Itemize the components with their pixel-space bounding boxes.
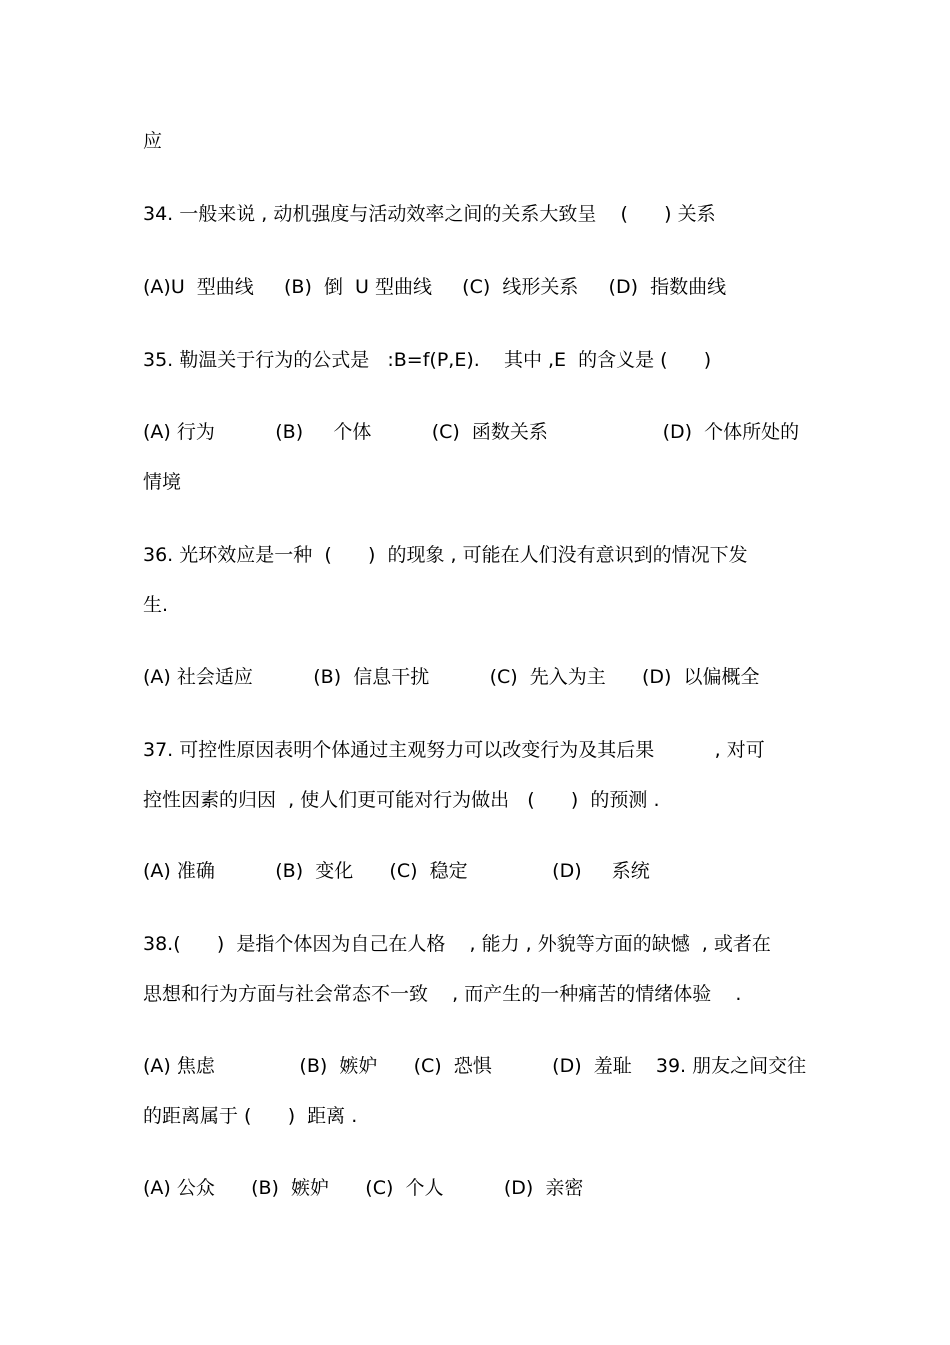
question-37: 37. 可控性原因表明个体通过主观努力可以改变行为及其后果 , 对可 [143,739,765,761]
question-36-continued: 生. [143,594,169,616]
question-38-continued: 思想和行为方面与社会常态不一致 , 而产生的一种痛苦的情绪体验 . [143,983,742,1005]
question-36-options: (A) 社会适应 (B) 信息干扰 (C) 先入为主 (D) 以偏概全 [143,666,760,688]
question-37-continued: 控性因素的归因 , 使人们更可能对行为做出 ( ) 的预测 . [143,789,660,811]
text-line-answer-tail: 应 [143,130,163,152]
question-39-continued: 的距离属于 ( ) 距离 . [143,1105,358,1127]
question-36: 36. 光环效应是一种 ( ) 的现象 , 可能在人们没有意识到的情况下发 [143,544,748,566]
question-39-options: (A) 公众 (B) 嫉妒 (C) 个人 (D) 亲密 [143,1177,584,1199]
question-35: 35. 勒温关于行为的公式是 :B=f(P,E). 其中 ,E 的含义是 ( ) [143,349,712,371]
question-37-options: (A) 准确 (B) 变化 (C) 稳定 (D) 系统 [143,860,650,882]
question-38-options-and-question-39: (A) 焦虑 (B) 嫉妒 (C) 恐惧 (D) 羞耻 39. 朋友之间交往 [143,1055,807,1077]
question-35-options-continued: 情境 [143,471,182,493]
question-34: 34. 一般来说 , 动机强度与活动效率之间的关系大致呈 ( ) 关系 [143,203,716,225]
question-38: 38.( ) 是指个体因为自己在人格 , 能力 , 外貌等方面的缺憾 , 或者在 [143,933,771,955]
question-35-options: (A) 行为 (B) 个体 (C) 函数关系 (D) 个体所处的 [143,421,800,443]
question-34-options: (A)U 型曲线 (B) 倒 U 型曲线 (C) 线形关系 (D) 指数曲线 [143,276,727,298]
